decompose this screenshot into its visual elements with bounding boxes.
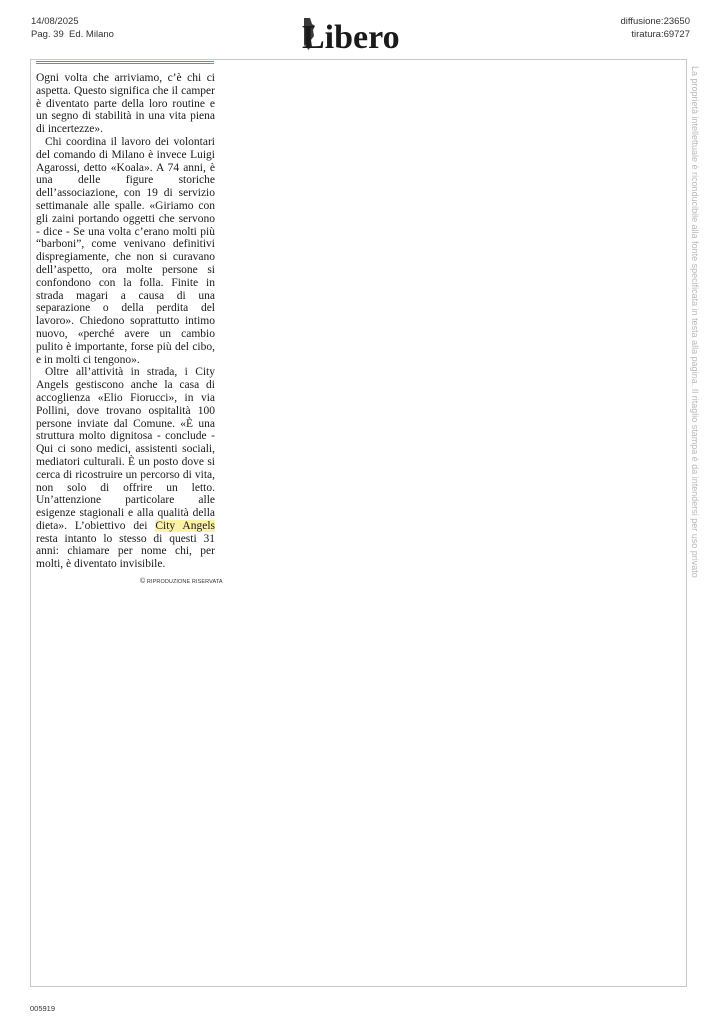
newspaper-logo <box>300 16 422 54</box>
article-paragraph-text: Oltre all’attività in strada, i City Angels gestiscono anche la casa di accoglienza «Elio Fiorucci», in via Pollini, dove trovano ospitalità 100 persone inviate dal Comune. «È una struttura molto dignitosa - conclude - Qui ci sono medici, assistenti sociali, mediatori culturali. È un posto dove si cerca di ricostruire un percorso di vita, non solo di offrire un letto. Un’attenzione particolare alle esigenze stagionali e alla qualità della dieta». L’obiettivo dei <box>36 366 215 532</box>
page-number: Pag. 39 <box>31 29 64 40</box>
tiratura-count: tiratura:69727 <box>631 29 690 40</box>
reproduction-notice <box>140 578 223 585</box>
highlighted-term: City Angels <box>155 519 215 532</box>
publication-date: 14/08/2025 <box>31 16 79 27</box>
reproduction-text: RIPRODUZIONE RISERVATA <box>146 579 223 585</box>
column-top-rule <box>36 61 214 64</box>
clipping-info-right <box>620 15 690 41</box>
side-notice-text: La proprietà intellettuale è riconducibile alla fonte specificata in testa alla pagina. Il ritaglio stampa è da intendersi per uso privato <box>690 66 700 578</box>
diffusione-count: diffusione:23650 <box>620 16 690 27</box>
side-copyright-notice <box>688 66 702 636</box>
edition-name: Ed. Milano <box>69 29 114 40</box>
article-column <box>36 72 215 571</box>
article-closing-text: resta intanto lo stesso di questi 31 anni: chiamare per nome chi, per molti, è diventato invisibile. <box>36 532 215 571</box>
logo-wordmark: Libero <box>302 19 400 54</box>
page-edition <box>31 28 114 41</box>
article-paragraph: Ogni volta che arriviamo, c’è chi ci aspetta. Questo significa che il camper è diventato parte della loro routine e un segno di stabilità in una vita piena di incertezze». <box>36 72 215 136</box>
clipping-info-left <box>31 15 114 41</box>
article-paragraph-last <box>36 366 215 571</box>
article-paragraph: Chi coordina il lavoro dei volontari del comando di Milano è invece Luigi Agarossi, detto «Koala». A 74 anni, è una delle figure storiche dell’associazione, con 19 di servizio settimanale alle spalle. «Giriamo con gli zaini portando oggetti che servono - dice - Se una volta c’erano molti più “barboni”, come venivano definitivi dispregiamente, che non si curavano dell’aspetto, ora molte persone si confondono con la folla. Finite in strada magari a causa di una separazione o della perdita del lavoro». Chiedono soprattutto intimo nuovo, «perché avere un cambio pulito è importante, forse più del cibo, e in molti ci tengono». <box>36 135 215 366</box>
clipping-code: 005919 <box>30 1004 56 1013</box>
copyright-symbol: © <box>140 578 146 585</box>
